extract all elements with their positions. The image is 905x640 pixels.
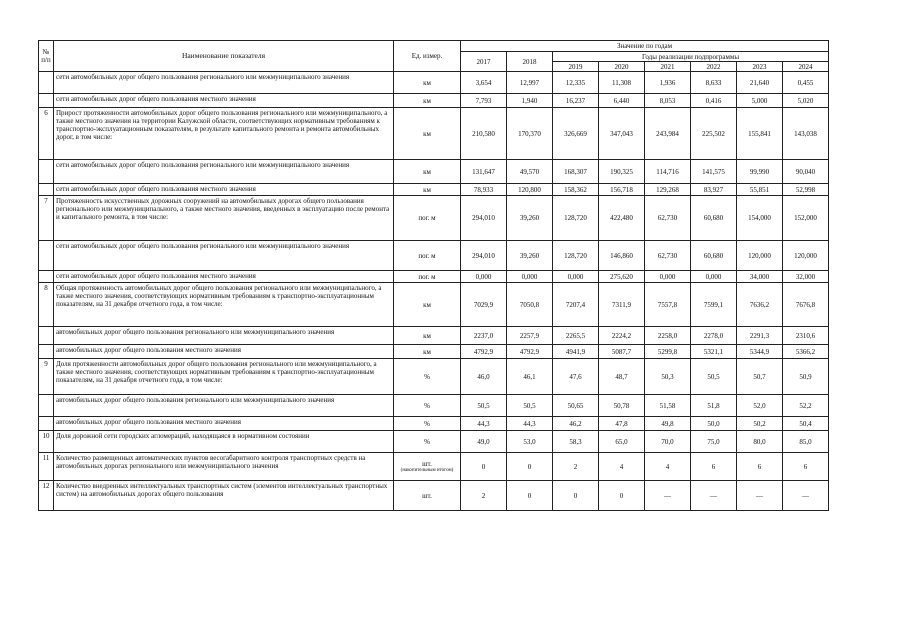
row-number — [39, 160, 54, 184]
unit-label: шт. — [422, 459, 432, 468]
row-number — [39, 94, 54, 108]
value-cell: 0 — [507, 453, 553, 481]
table-header — [39, 41, 829, 72]
unit-cell — [394, 94, 461, 108]
value-cell: 5,020 — [783, 94, 829, 108]
value-cell: 225,502 — [691, 108, 737, 160]
value-cell: 50,5 — [507, 395, 553, 417]
value-cell: 50,4 — [783, 417, 829, 431]
value-cell: 154,000 — [737, 196, 783, 241]
table-row — [39, 108, 829, 160]
table-row — [39, 327, 829, 345]
value-cell: 49,0 — [461, 431, 507, 453]
row-number — [39, 417, 54, 431]
unit-cell — [394, 184, 461, 196]
value-cell: 0,000 — [461, 271, 507, 283]
value-cell: 243,984 — [645, 108, 691, 160]
value-cell: 0,000 — [553, 271, 599, 283]
indicator-name: сети автомобильных дорог общего пользования местного значения — [54, 184, 394, 196]
value-cell: 7,793 — [461, 94, 507, 108]
value-cell: 53,0 — [507, 431, 553, 453]
value-cell: 156,718 — [599, 184, 645, 196]
value-cell: 0 — [553, 481, 599, 511]
value-cell: 170,370 — [507, 108, 553, 160]
value-cell: 2291,3 — [737, 327, 783, 345]
value-cell: 2257,9 — [507, 327, 553, 345]
value-cell: 347,043 — [599, 108, 645, 160]
value-cell: 4792,9 — [507, 345, 553, 359]
value-cell: 12,997 — [507, 72, 553, 94]
table-row — [39, 431, 829, 453]
value-cell: 275,620 — [599, 271, 645, 283]
value-cell: 5344,9 — [737, 345, 783, 359]
row-number: 8 — [39, 283, 54, 327]
value-cell: 60,680 — [691, 196, 737, 241]
unit-cell — [394, 345, 461, 359]
value-cell: 5366,2 — [783, 345, 829, 359]
value-cell: 190,325 — [599, 160, 645, 184]
header-year: 2019 — [553, 62, 599, 72]
unit-note: (накопительным итогом) — [400, 467, 454, 473]
row-number: 9 — [39, 359, 54, 395]
indicator-name: Количество размещенных автоматических пунктов весогабаритного контроля транспортных средств на автомобильных дорогах регионального или межмуниципального значения — [54, 453, 394, 481]
row-number — [39, 345, 54, 359]
value-cell: 51,58 — [645, 395, 691, 417]
unit-cell — [394, 359, 461, 395]
header-year: 2017 — [461, 52, 507, 72]
indicator-name: сети автомобильных дорог общего пользования регионального или межмуниципального значения — [54, 72, 394, 94]
value-cell: 55,851 — [737, 184, 783, 196]
value-cell: 46,2 — [553, 417, 599, 431]
unit-label: % — [424, 437, 430, 446]
unit-label: км — [423, 96, 431, 105]
value-cell: 70,0 — [645, 431, 691, 453]
unit-label: км — [423, 331, 431, 340]
row-number — [39, 241, 54, 271]
value-cell: 60,680 — [691, 241, 737, 271]
value-cell: — — [737, 481, 783, 511]
table-row — [39, 481, 829, 511]
indicator-name: сети автомобильных дорог общего пользования регионального или межмуниципального значения — [54, 241, 394, 271]
value-cell: 7207,4 — [553, 283, 599, 327]
row-number — [39, 327, 54, 345]
unit-label: % — [424, 419, 430, 428]
header-unit: Ед. измер. — [394, 41, 461, 72]
value-cell: 1,936 — [645, 72, 691, 94]
row-number: 11 — [39, 453, 54, 481]
value-cell: 50,5 — [461, 395, 507, 417]
value-cell: 52,0 — [737, 395, 783, 417]
value-cell: 2310,6 — [783, 327, 829, 345]
table-row — [39, 395, 829, 417]
value-cell: 326,669 — [553, 108, 599, 160]
table-row — [39, 94, 829, 108]
row-number: 12 — [39, 481, 54, 511]
indicator-table — [38, 40, 829, 511]
value-cell: 12,335 — [553, 72, 599, 94]
indicator-name: Доля протяженности автомобильных дорог общего пользования регионального или межмуниципального, а также местного значения, соответствующих нормативным требованиям к транспортно-эксплуатационным показателям, на 31 декабря отчетного года, в том числе: — [54, 359, 394, 395]
value-cell: 11,308 — [599, 72, 645, 94]
value-cell: 7557,8 — [645, 283, 691, 327]
value-cell: 65,0 — [599, 431, 645, 453]
value-cell: 16,237 — [553, 94, 599, 108]
value-cell: 4 — [599, 453, 645, 481]
value-cell: 85,0 — [783, 431, 829, 453]
value-cell: 62,730 — [645, 241, 691, 271]
value-cell: 48,7 — [599, 359, 645, 395]
value-cell: 4941,9 — [553, 345, 599, 359]
value-cell: 1,940 — [507, 94, 553, 108]
value-cell: 0 — [461, 453, 507, 481]
value-cell: 21,640 — [737, 72, 783, 94]
indicator-name: Общая протяженность автомобильных дорог общего пользования регионального или межмуниципального, а также местного значения, соответствующих нормативным требованиям к транспортно-эксплуатационным показателям, на 31 декабря отчетного года, в том числе: — [54, 283, 394, 327]
header-year: 2023 — [737, 62, 783, 72]
unit-cell — [394, 196, 461, 241]
value-cell: 5087,7 — [599, 345, 645, 359]
unit-cell — [394, 395, 461, 417]
value-cell: 52,2 — [783, 395, 829, 417]
header-year: 2021 — [645, 62, 691, 72]
unit-label: шт. — [422, 491, 432, 500]
table-row — [39, 453, 829, 481]
value-cell: 4 — [645, 453, 691, 481]
value-cell: 0,000 — [691, 271, 737, 283]
value-cell: 6 — [691, 453, 737, 481]
value-cell: 114,716 — [645, 160, 691, 184]
value-cell: 90,040 — [783, 160, 829, 184]
value-cell: 0,416 — [691, 94, 737, 108]
unit-label: пог. м — [418, 214, 436, 222]
value-cell: 146,860 — [599, 241, 645, 271]
value-cell: 50,2 — [737, 417, 783, 431]
unit-cell — [394, 327, 461, 345]
header-year: 2020 — [599, 62, 645, 72]
value-cell: 422,480 — [599, 196, 645, 241]
value-cell: 5321,1 — [691, 345, 737, 359]
value-cell: 44,3 — [461, 417, 507, 431]
value-cell: 131,647 — [461, 160, 507, 184]
indicator-name: сети автомобильных дорог общего пользования регионального или межмуниципального значения — [54, 160, 394, 184]
header-program-years: Годы реализации подпрограммы — [553, 52, 829, 62]
value-cell: 7029,9 — [461, 283, 507, 327]
unit-cell — [394, 241, 461, 271]
indicator-name: автомобильных дорог общего пользования регионального или межмуниципального значения — [54, 327, 394, 345]
value-cell: 0 — [507, 481, 553, 511]
value-cell: 2278,0 — [691, 327, 737, 345]
value-cell: 8,633 — [691, 72, 737, 94]
value-cell: 4792,9 — [461, 345, 507, 359]
row-number: 10 — [39, 431, 54, 453]
unit-label: км — [423, 78, 431, 87]
unit-label: км — [423, 185, 431, 194]
value-cell: — — [783, 481, 829, 511]
unit-label: км — [423, 129, 431, 138]
value-cell: 2237,0 — [461, 327, 507, 345]
value-cell: 50,7 — [737, 359, 783, 395]
value-cell: 44,3 — [507, 417, 553, 431]
unit-cell — [394, 160, 461, 184]
value-cell: 120,000 — [737, 241, 783, 271]
indicator-name: Количество внедренных интеллектуальных транспортных систем (элементов интеллектуальных транспортных систем) на автомобильных дорогах общего пользования — [54, 481, 394, 511]
value-cell: — — [691, 481, 737, 511]
value-cell: 50,3 — [645, 359, 691, 395]
table-row — [39, 196, 829, 241]
table-row — [39, 241, 829, 271]
table-row — [39, 345, 829, 359]
value-cell: 7599,1 — [691, 283, 737, 327]
indicator-name: Протяженность искусственных дорожных сооружений на автомобильных дорогах общего пользования регионального или межмуниципального, а также местного значения, введенных в эксплуатацию после ремонта и капитального ремонта, в том числе: — [54, 196, 394, 241]
unit-cell — [394, 417, 461, 431]
value-cell: 2265,5 — [553, 327, 599, 345]
value-cell: 128,720 — [553, 241, 599, 271]
value-cell: 294,010 — [461, 241, 507, 271]
indicator-name: автомобильных дорог общего пользования местного значения — [54, 345, 394, 359]
table-row — [39, 160, 829, 184]
value-cell: 47,8 — [599, 417, 645, 431]
value-cell: 34,000 — [737, 271, 783, 283]
value-cell: 129,268 — [645, 184, 691, 196]
value-cell: 0,000 — [507, 271, 553, 283]
row-number: 7 — [39, 196, 54, 241]
header-number: № п/п — [39, 41, 54, 72]
row-number — [39, 395, 54, 417]
unit-cell — [394, 431, 461, 453]
unit-cell — [394, 271, 461, 283]
indicator-name: Доля дорожной сети городских агломераций, находящаяся в нормативном состоянии — [54, 431, 394, 453]
value-cell: 51,8 — [691, 395, 737, 417]
indicator-name: автомобильных дорог общего пользования местного значения — [54, 417, 394, 431]
value-cell: 7050,8 — [507, 283, 553, 327]
table-row — [39, 359, 829, 395]
value-cell: 50,78 — [599, 395, 645, 417]
value-cell: 3,654 — [461, 72, 507, 94]
table-row — [39, 417, 829, 431]
indicator-name: автомобильных дорог общего пользования регионального или межмуниципального значения — [54, 395, 394, 417]
value-cell: 58,3 — [553, 431, 599, 453]
indicator-name: сети автомобильных дорог общего пользования местного значения — [54, 94, 394, 108]
header-values-by-year: Значение по годам — [461, 41, 829, 52]
unit-cell — [394, 283, 461, 327]
header-year: 2024 — [783, 62, 829, 72]
table-row — [39, 283, 829, 327]
value-cell: 5299,8 — [645, 345, 691, 359]
value-cell: 120,800 — [507, 184, 553, 196]
indicator-name: сети автомобильных дорог общего пользования местного значения — [54, 271, 394, 283]
value-cell: 294,010 — [461, 196, 507, 241]
value-cell: 0 — [599, 481, 645, 511]
unit-cell — [394, 481, 461, 511]
indicator-name: Прирост протяженности автомобильных дорог общего пользования регионального или межмуниципального, а также местного значения на территории Калужской области, соответствующих нормативным требованиям к транспортно-эксплуатационным показателям, в результате капитального ремонта и ремонта автомобильных дорог, в том числе: — [54, 108, 394, 160]
value-cell: 50,0 — [691, 417, 737, 431]
row-number — [39, 271, 54, 283]
value-cell: 46,1 — [507, 359, 553, 395]
value-cell: 83,927 — [691, 184, 737, 196]
value-cell: 75,0 — [691, 431, 737, 453]
value-cell: 7676,8 — [783, 283, 829, 327]
value-cell: 50,5 — [691, 359, 737, 395]
unit-cell — [394, 453, 461, 481]
value-cell: 6,440 — [599, 94, 645, 108]
value-cell: 78,933 — [461, 184, 507, 196]
header-indicator-name: Наименование показателя — [54, 41, 394, 72]
unit-cell — [394, 72, 461, 94]
value-cell: 80,0 — [737, 431, 783, 453]
value-cell: — — [645, 481, 691, 511]
unit-cell — [394, 108, 461, 160]
value-cell: 2258,0 — [645, 327, 691, 345]
value-cell: 6 — [783, 453, 829, 481]
value-cell: 120,000 — [783, 241, 829, 271]
row-number — [39, 72, 54, 94]
value-cell: 128,720 — [553, 196, 599, 241]
table-row — [39, 184, 829, 196]
unit-label: км — [423, 347, 431, 356]
value-cell: 99,990 — [737, 160, 783, 184]
value-cell: 50,65 — [553, 395, 599, 417]
value-cell: 39,260 — [507, 196, 553, 241]
header-year: 2018 — [507, 52, 553, 72]
unit-label: % — [424, 401, 430, 410]
value-cell: 143,038 — [783, 108, 829, 160]
value-cell: 7636,2 — [737, 283, 783, 327]
value-cell: 141,575 — [691, 160, 737, 184]
value-cell: 6 — [737, 453, 783, 481]
value-cell: 7311,9 — [599, 283, 645, 327]
table-row — [39, 271, 829, 283]
value-cell: 155,841 — [737, 108, 783, 160]
value-cell: 5,000 — [737, 94, 783, 108]
value-cell: 47,6 — [553, 359, 599, 395]
value-cell: 39,260 — [507, 241, 553, 271]
unit-label: пог. м — [418, 272, 436, 281]
value-cell: 49,8 — [645, 417, 691, 431]
unit-label: % — [424, 372, 430, 381]
value-cell: 8,053 — [645, 94, 691, 108]
unit-label: км — [423, 300, 431, 309]
unit-label: пог. м — [418, 251, 436, 260]
value-cell: 2 — [461, 481, 507, 511]
value-cell: 32,000 — [783, 271, 829, 283]
unit-label: км — [423, 167, 431, 176]
value-cell: 0,455 — [783, 72, 829, 94]
value-cell: 52,998 — [783, 184, 829, 196]
header-year: 2022 — [691, 62, 737, 72]
value-cell: 2 — [553, 453, 599, 481]
value-cell: 152,000 — [783, 196, 829, 241]
table-row — [39, 72, 829, 94]
value-cell: 210,580 — [461, 108, 507, 160]
row-number — [39, 184, 54, 196]
value-cell: 50,9 — [783, 359, 829, 395]
value-cell: 168,307 — [553, 160, 599, 184]
indicator-table-sheet — [38, 40, 828, 511]
value-cell: 46,0 — [461, 359, 507, 395]
row-number: 6 — [39, 108, 54, 160]
table-body — [39, 72, 829, 511]
value-cell: 0,000 — [645, 271, 691, 283]
value-cell: 158,362 — [553, 184, 599, 196]
value-cell: 49,570 — [507, 160, 553, 184]
value-cell: 62,730 — [645, 196, 691, 241]
value-cell: 2224,2 — [599, 327, 645, 345]
